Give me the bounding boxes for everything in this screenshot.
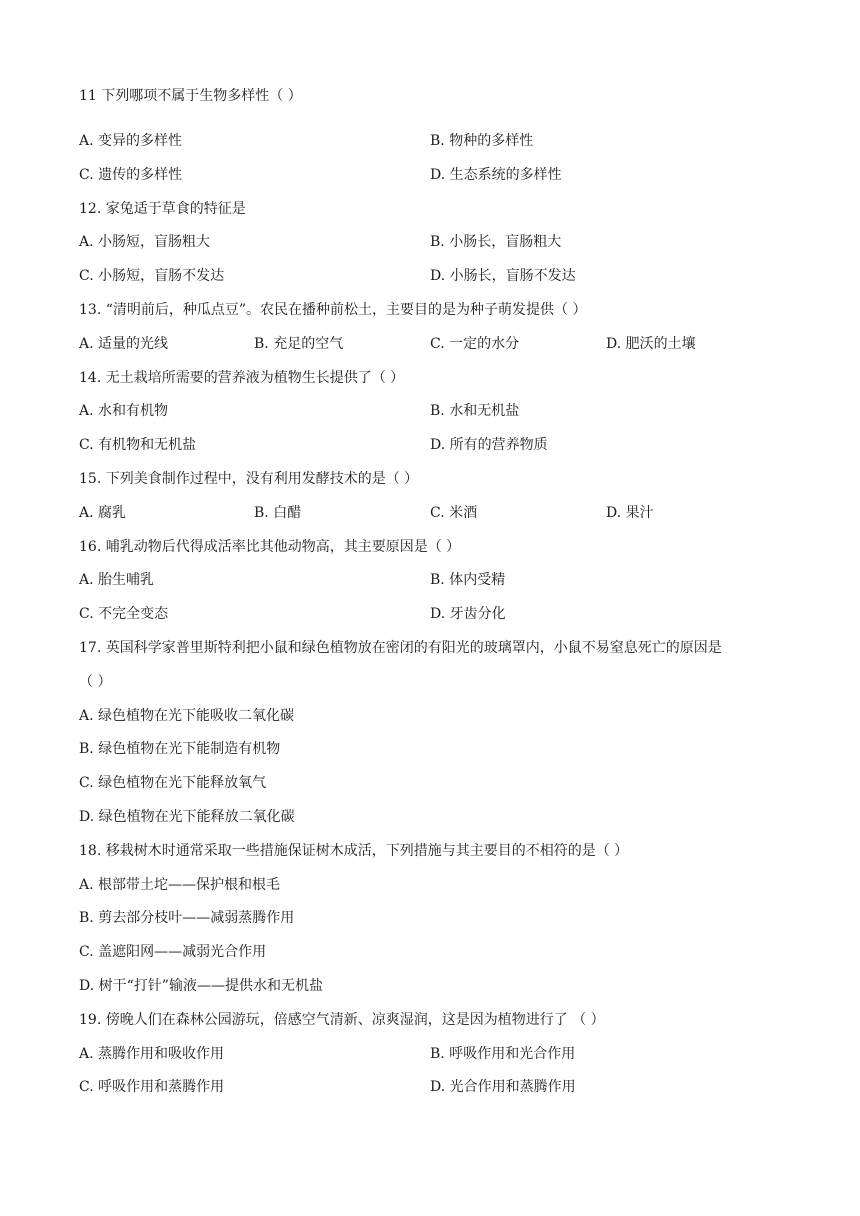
question-14-option-c: C. 有机物和无机盐 xyxy=(79,437,197,453)
question-18-option-b: B. 剪去部分枝叶——减弱蒸腾作用 xyxy=(79,910,295,926)
question-17-option-b: B. 绿色植物在光下能制造有机物 xyxy=(79,741,281,757)
question-11-option-c: C. 遗传的多样性 xyxy=(79,167,183,183)
question-17-option-a: A. 绿色植物在光下能吸收二氧化碳 xyxy=(79,708,295,724)
question-16-option-a: A. 胎生哺乳 xyxy=(79,572,155,588)
question-12-option-d: D. 小肠长，盲肠不发达 xyxy=(430,268,576,284)
question-13-option-b: B. 充足的空气 xyxy=(254,336,344,352)
question-17-option-c: C. 绿色植物在光下能释放氧气 xyxy=(79,775,267,791)
question-15-option-c: C. 米酒 xyxy=(430,505,478,521)
question-13-stem: 13. “清明前后，种瓜点豆”。农民在播种前松土，主要目的是为种子萌发提供（ ） xyxy=(79,302,587,318)
question-17-stem-continued: （ ） xyxy=(79,674,112,690)
question-13-option-d: D. 肥沃的土壤 xyxy=(606,336,696,352)
question-14-option-b: B. 水和无机盐 xyxy=(430,403,520,419)
question-16-option-b: B. 体内受精 xyxy=(430,572,506,588)
question-15-option-a: A. 腐乳 xyxy=(79,505,127,521)
question-11-option-a: A. 变异的多样性 xyxy=(79,133,183,149)
question-15-stem: 15. 下列美食制作过程中，没有利用发酵技术的是（ ） xyxy=(79,471,419,487)
question-19-option-a: A. 蒸腾作用和吸收作用 xyxy=(79,1046,225,1062)
question-12-option-a: A. 小肠短，盲肠粗大 xyxy=(79,234,211,250)
question-16-option-c: C. 不完全变态 xyxy=(79,606,169,622)
question-14-option-a: A. 水和有机物 xyxy=(79,403,169,419)
question-16-option-d: D. 牙齿分化 xyxy=(430,606,506,622)
question-13-option-a: A. 适量的光线 xyxy=(79,336,169,352)
question-17-stem: 17. 英国科学家普里斯特利把小鼠和绿色植物放在密闭的有阳光的玻璃罩内，小鼠不易窒息死亡的原因是 xyxy=(79,640,722,656)
question-18-option-d: D. 树干“打针”输液——提供水和无机盐 xyxy=(79,978,323,994)
question-15-option-d: D. 果汁 xyxy=(606,505,654,521)
question-17-option-d: D. 绿色植物在光下能释放二氧化碳 xyxy=(79,809,295,825)
question-11-option-b: B. 物种的多样性 xyxy=(430,133,534,149)
question-19-option-b: B. 呼吸作用和光合作用 xyxy=(430,1046,576,1062)
question-19-option-d: D. 光合作用和蒸腾作用 xyxy=(430,1079,576,1095)
question-11-stem: 11 下列哪项不属于生物多样性（ ） xyxy=(79,88,302,104)
question-16-stem: 16. 哺乳动物后代得成活率比其他动物高，其主要原因是（ ） xyxy=(79,539,461,555)
question-19-option-c: C. 呼吸作用和蒸腾作用 xyxy=(79,1079,225,1095)
question-14-stem: 14. 无土栽培所需要的营养液为植物生长提供了（ ） xyxy=(79,370,405,386)
question-18-option-c: C. 盖遮阳网——减弱光合作用 xyxy=(79,944,267,960)
question-14-option-d: D. 所有的营养物质 xyxy=(430,437,548,453)
question-18-stem: 18. 移栽树木时通常采取一些措施保证树木成活，下列措施与其主要目的不相符的是（ ） xyxy=(79,843,629,859)
question-13-option-c: C. 一定的水分 xyxy=(430,336,520,352)
question-11-option-d: D. 生态系统的多样性 xyxy=(430,167,562,183)
question-12-option-b: B. 小肠长，盲肠粗大 xyxy=(430,234,562,250)
question-19-stem: 19. 傍晚人们在森林公园游玩，倍感空气清新、凉爽湿润，这是因为植物进行了 （ ） xyxy=(79,1012,605,1028)
question-18-option-a: A. 根部带土坨——保护根和根毛 xyxy=(79,877,281,893)
question-12-stem: 12. 家兔适于草食的特征是 xyxy=(79,201,246,217)
question-15-option-b: B. 白醋 xyxy=(254,505,302,521)
question-12-option-c: C. 小肠短，盲肠不发达 xyxy=(79,268,225,284)
